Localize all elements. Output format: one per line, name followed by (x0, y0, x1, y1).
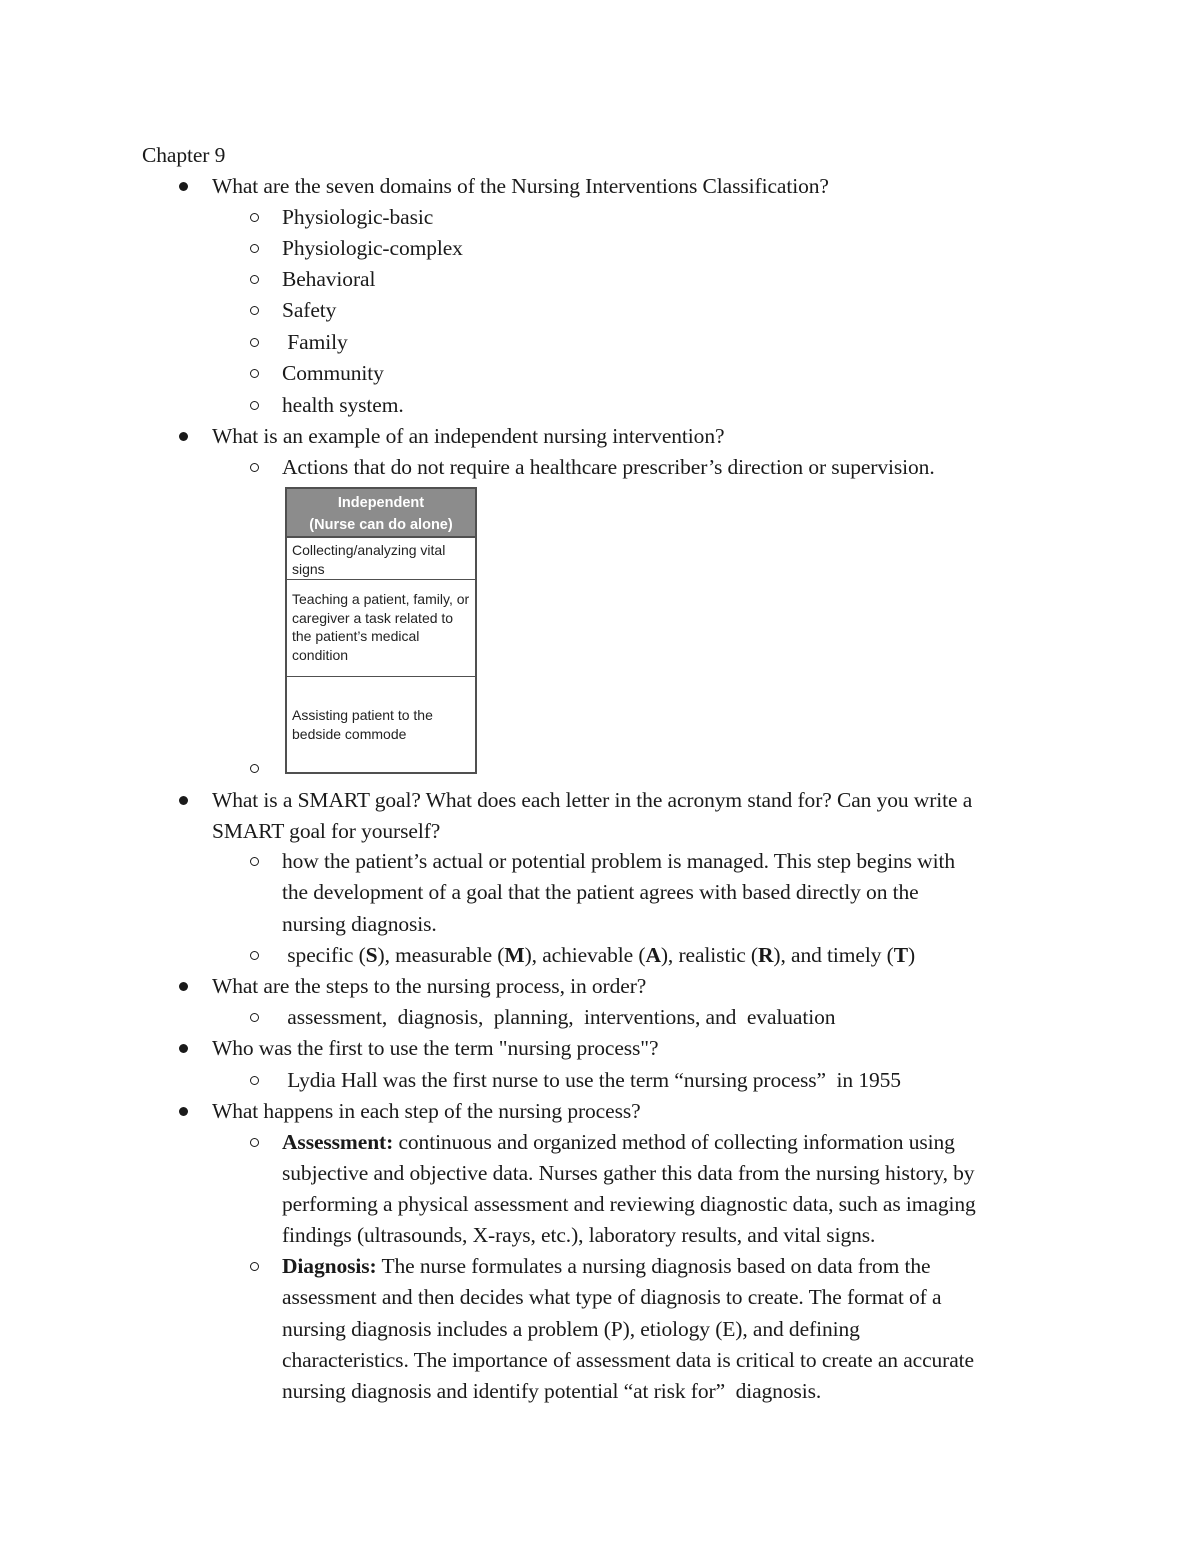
sub-bullet-icon (250, 401, 259, 410)
answer-item-cont: nursing diagnosis. (282, 912, 437, 936)
bullet-icon (179, 182, 188, 191)
table-header (287, 489, 475, 538)
bullet-icon (179, 1107, 188, 1116)
answer-item: Actions that do not require a healthcare prescriber’s direction or supervision. (282, 455, 935, 479)
answer-item: Behavioral (282, 267, 376, 291)
answer-item: Lydia Hall was the first nurse to use the term “nursing process” in 1955 (282, 1068, 901, 1092)
question-process-steps: What are the steps to the nursing process, in order? (212, 974, 647, 998)
sub-bullet-icon (250, 857, 259, 866)
bullet-icon (179, 982, 188, 991)
assessment-description-cont: subjective and objective data. Nurses gather this data from the nursing history, by (282, 1161, 975, 1185)
answer-item: assessment, diagnosis, planning, interventions, and evaluation (282, 1005, 836, 1029)
sub-bullet-icon (250, 369, 259, 378)
assessment-description-cont: performing a physical assessment and reviewing diagnostic data, such as imaging (282, 1192, 976, 1216)
answer-item: Physiologic-complex (282, 236, 463, 260)
sub-bullet-icon (250, 213, 259, 222)
answer-item: Family (282, 330, 348, 354)
diagnosis-description-cont: nursing diagnosis includes a problem (P), etiology (E), and defining (282, 1317, 860, 1341)
answer-item: how the patient’s actual or potential problem is managed. This step begins with (282, 849, 955, 873)
question-first-use: Who was the first to use the term "nursing process"? (212, 1036, 659, 1060)
bullet-icon (179, 432, 188, 441)
sub-bullet-icon (250, 1138, 259, 1147)
sub-bullet-icon (250, 275, 259, 284)
diagnosis-description-cont: assessment and then decides what type of diagnosis to create. The format of a (282, 1285, 942, 1309)
answer-item: health system. (282, 393, 404, 417)
diagnosis-description-cont: characteristics. The importance of assessment data is critical to create an accurate (282, 1348, 974, 1372)
sub-bullet-icon (250, 951, 259, 960)
sub-bullet-icon (250, 338, 259, 347)
independent-interventions-table (285, 487, 477, 774)
question-smart-goal-cont: SMART goal for yourself? (212, 819, 441, 843)
answer-item: Safety (282, 298, 337, 322)
bullet-icon (179, 1044, 188, 1053)
answer-item-cont: the development of a goal that the patient agrees with based directly on the (282, 880, 919, 904)
answer-item: Community (282, 361, 384, 385)
sub-bullet-icon (250, 306, 259, 315)
question-independent-intervention: What is an example of an independent nursing intervention? (212, 424, 725, 448)
diagnosis-description: Diagnosis: The nurse formulates a nursing diagnosis based on data from the (282, 1254, 931, 1278)
sub-bullet-icon (250, 1262, 259, 1271)
table-header-subtitle: (Nurse can do alone) (309, 517, 453, 533)
chapter-title: Chapter 9 (142, 143, 226, 167)
question-smart-goal: What is a SMART goal? What does each letter in the acronym stand for? Can you write a (212, 788, 973, 812)
question-each-step: What happens in each step of the nursing process? (212, 1099, 641, 1123)
table-row: Collecting/analyzing vital signs (287, 538, 475, 580)
sub-bullet-icon (250, 1013, 259, 1022)
smart-acronym-answer: specific (S), measurable (M), achievable (A), realistic (R), and timely (T) (282, 943, 916, 967)
sub-bullet-icon (250, 463, 259, 472)
sub-bullet-icon (250, 1076, 259, 1085)
assessment-description: Assessment: continuous and organized method of collecting information using (282, 1130, 955, 1154)
sub-bullet-icon (250, 244, 259, 253)
diagnosis-description-cont: nursing diagnosis and identify potential “at risk for” diagnosis. (282, 1379, 822, 1403)
table-row: Assisting patient to the bedside commode (292, 707, 433, 742)
bullet-icon (179, 796, 188, 805)
assessment-description-cont: findings (ultrasounds, X-rays, etc.), laboratory results, and vital signs. (282, 1223, 876, 1247)
table-header-title: Independent (337, 495, 425, 511)
sub-bullet-icon (250, 764, 259, 773)
table-row: Teaching a patient, family, or caregiver a task related to the patient’s medical condition (287, 580, 475, 677)
answer-item: Physiologic-basic (282, 205, 434, 229)
question-nic-domains: What are the seven domains of the Nursing Interventions Classification? (212, 174, 829, 198)
